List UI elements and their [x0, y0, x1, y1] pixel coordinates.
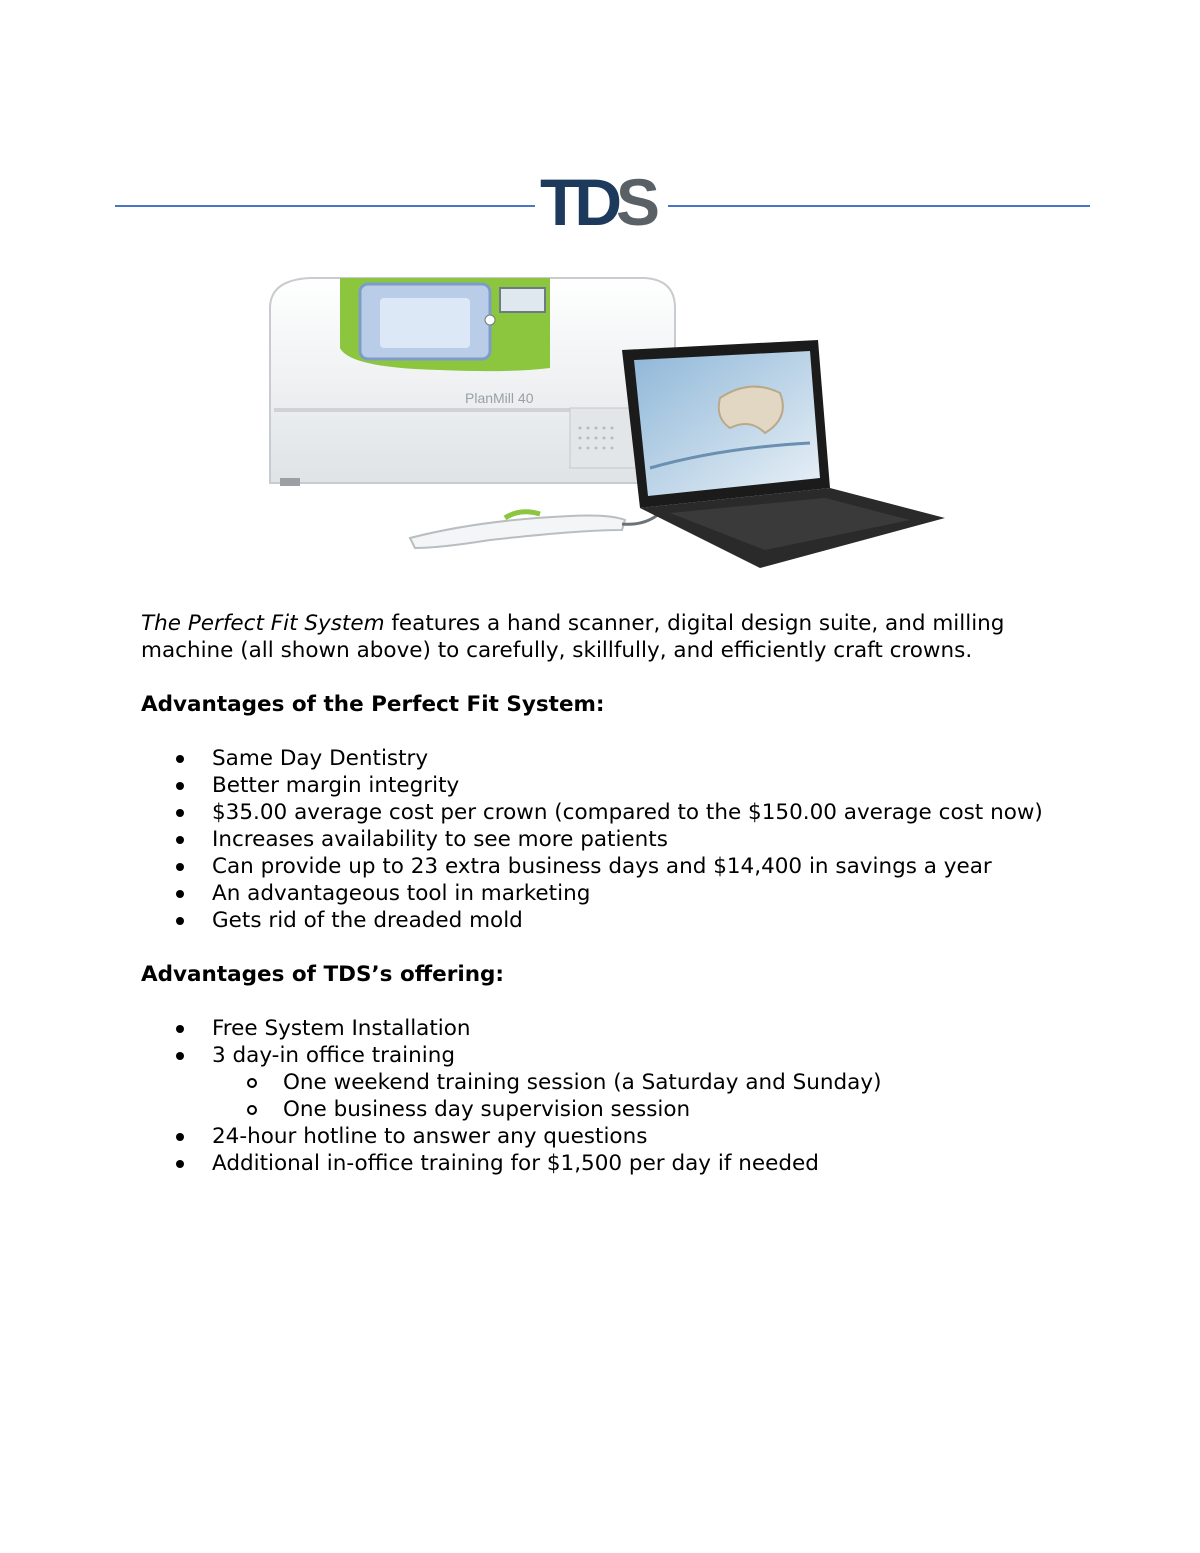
logo-letter-s: S	[615, 165, 655, 239]
list-item: $35.00 average cost per crown (compared to the $150.00 average cost now)	[212, 799, 1081, 826]
document-body	[141, 610, 1081, 1204]
list-item-text: 3 day-in office training	[212, 1043, 455, 1068]
list-item: Free System Installation	[212, 1015, 1081, 1042]
list-item-with-subitems	[212, 1042, 1081, 1123]
milling-machine	[270, 278, 675, 486]
hand-scanner	[410, 512, 660, 548]
product-image	[250, 268, 950, 568]
list-item: Additional in-office training for $1,500 per day if needed	[212, 1150, 1081, 1177]
section-heading-system-advantages: Advantages of the Perfect Fit System:	[141, 692, 605, 717]
sublist-item: One weekend training session (a Saturday and Sunday)	[283, 1069, 1081, 1096]
intro-text: features a hand scanner, digital design suite, and milling machine (all shown above) to carefully, skillfully, and efficiently craft crowns.	[141, 611, 1005, 663]
device-label: PlanMill 40	[465, 390, 534, 406]
logo-letters-td: TD	[540, 165, 616, 239]
intro-product-name: The Perfect Fit System	[141, 611, 385, 636]
header-rule-left	[115, 205, 535, 207]
list-item: An advantageous tool in marketing	[212, 880, 1081, 907]
tds-logo	[540, 165, 664, 239]
list-item: Increases availability to see more patients	[212, 826, 1081, 853]
list-item: Same Day Dentistry	[212, 745, 1081, 772]
laptop	[622, 340, 945, 568]
system-advantages-list	[141, 745, 1081, 934]
sublist-item: One business day supervision session	[283, 1096, 1081, 1123]
tds-offering-list	[141, 1015, 1081, 1177]
list-item: Can provide up to 23 extra business days and $14,400 in savings a year	[212, 853, 1081, 880]
training-sublist	[212, 1069, 1081, 1123]
list-item: 24-hour hotline to answer any questions	[212, 1123, 1081, 1150]
list-item: Better margin integrity	[212, 772, 1081, 799]
header-rule-right	[668, 205, 1090, 207]
list-item: Gets rid of the dreaded mold	[212, 907, 1081, 934]
section-heading-tds-offering: Advantages of TDS’s offering:	[141, 962, 504, 987]
intro-paragraph	[141, 610, 1081, 664]
